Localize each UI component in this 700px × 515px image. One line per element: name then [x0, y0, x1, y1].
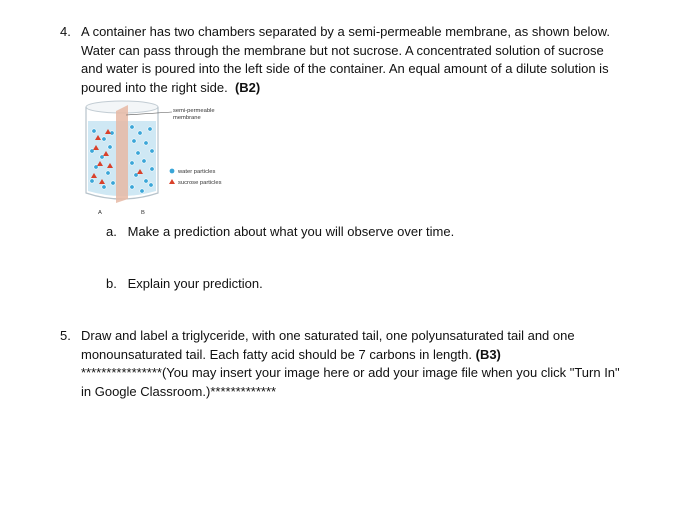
subquestion-text: Explain your prediction. — [127, 276, 263, 291]
instruction-line: in Google Classroom.)************* — [81, 383, 277, 399]
membrane-label: membrane — [173, 115, 201, 121]
sucrose-legend-icon — [169, 179, 175, 184]
subquestion-label: a. — [106, 224, 117, 239]
standard-code: (B3) — [475, 346, 501, 362]
question-5 — [60, 327, 660, 401]
legend-sucrose: sucrose particles — [178, 180, 222, 186]
question-text: poured into the right side. — [81, 79, 228, 95]
question-text-line: Draw and label a triglyceride, with one saturated tail, one polyunsaturated tail and one — [81, 328, 575, 343]
question-4 — [60, 23, 650, 97]
side-a-label: A — [98, 210, 102, 216]
osmosis-figure — [80, 95, 250, 220]
question-number: 4. — [60, 24, 71, 39]
question-4b — [106, 276, 263, 291]
membrane-label: semi-permeable — [173, 108, 215, 114]
legend-water: water particles — [178, 169, 216, 175]
instruction-line: ****************(You may insert your image here or add your image file when you click "Turn In" — [81, 365, 620, 380]
standard-code: (B2) — [234, 79, 261, 95]
question-4-text — [81, 23, 650, 97]
question-text-line: Water can pass through the membrane but not sucrose. A concentrated solution of sucrose — [81, 42, 604, 58]
question-text-line — [81, 346, 660, 365]
question-text-line: A container has two chambers separated by a semi-permeable membrane, as shown below. — [81, 24, 610, 39]
subquestion-text: Make a prediction about what you will observe over time. — [127, 224, 455, 239]
question-4a — [106, 224, 454, 239]
subquestion-label: b. — [106, 276, 117, 291]
question-5-text — [81, 327, 660, 401]
side-b-label: B — [141, 210, 145, 216]
question-number: 5. — [60, 328, 71, 343]
water-legend-icon — [170, 169, 175, 174]
question-text-line: and water is poured into the left side of the container. An equal amount of a dilute solution is — [81, 61, 609, 76]
membrane — [116, 105, 128, 203]
question-text: monounsaturated tail. Each fatty acid should be 7 carbons in length. — [81, 346, 472, 362]
